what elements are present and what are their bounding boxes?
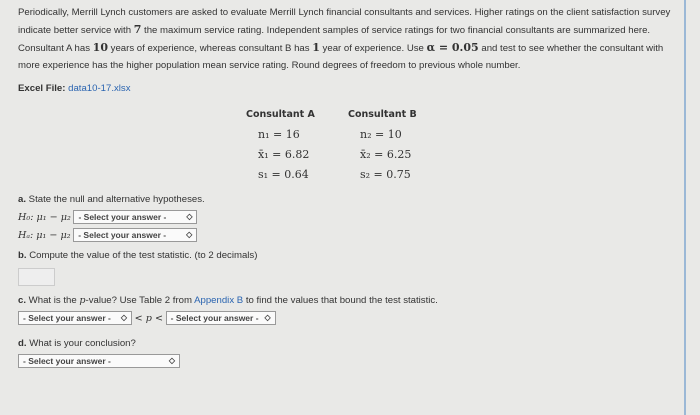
l: d.: [18, 338, 27, 349]
xbar: x̄₂ = 6.25: [360, 148, 412, 161]
xbar: x̄₁ = 6.82: [258, 148, 310, 161]
l: a.: [18, 194, 27, 205]
header: Consultant B: [348, 109, 417, 120]
problem-line: of freedom to previous whole number.: [359, 60, 521, 71]
n: n₁ = 16: [258, 128, 300, 141]
ha-label: Hₐ: μ₁ − μ₂: [18, 230, 71, 241]
problem-line: Periodically, Merrill Lynch customers are asked to evaluate Merrill Lynch financial consultants and services. Higher ratings on the client: [18, 7, 589, 18]
p-lower-select[interactable]: [18, 311, 132, 325]
s: s₁ = 0.64: [258, 168, 309, 181]
t: - Select your answer -: [23, 313, 111, 324]
t: - Select your answer -: [78, 230, 167, 241]
header: Consultant A: [246, 109, 315, 120]
consultant-table: [246, 105, 676, 185]
p-range: < p <: [134, 313, 163, 324]
chevron-updown-icon: ◇: [264, 313, 271, 323]
t: 1: [312, 41, 320, 54]
t: to find the values that bound the test statistic.: [243, 295, 438, 306]
excel-link[interactable]: data10-17.xlsx: [68, 83, 131, 94]
t: year of experience. Use: [319, 43, 424, 54]
chevron-updown-icon: ◇: [168, 356, 175, 366]
question-c: [18, 292, 676, 370]
t: consultants are summarized here. Consultant A has: [18, 25, 651, 54]
chevron-updown-icon: ◇: [120, 313, 127, 323]
t: 7: [133, 23, 142, 36]
p-upper-select[interactable]: [166, 311, 276, 325]
chevron-updown-icon: ◇: [186, 230, 193, 240]
t: and test to see whether the consultant with more experience has the higher population mean service rating. Round degrees: [18, 43, 664, 71]
t: the maximum service rating. Independent samples of service ratings for two financial: [141, 25, 503, 36]
l: b.: [18, 250, 27, 261]
n: n₂ = 10: [360, 128, 402, 141]
s: s₂ = 0.75: [360, 168, 411, 181]
t: - Select your answer -: [170, 313, 259, 324]
question-a: [18, 191, 676, 264]
t: -value? Use Table 2 from: [85, 295, 195, 306]
t: State the null and alternative hypotheses.: [26, 194, 205, 205]
t: What is your conclusion?: [26, 338, 136, 349]
t: Compute the value of the test statistic. (to 2 decimals): [26, 250, 258, 261]
excel-file: [18, 80, 676, 97]
l: c.: [18, 295, 27, 306]
problem-text: [18, 4, 676, 97]
t: - Select your answer -: [78, 212, 167, 223]
t: p: [79, 295, 86, 306]
chevron-updown-icon: ◇: [186, 212, 193, 222]
consultant-a: [246, 105, 314, 185]
question-panel: [10, 0, 686, 415]
t: What is the: [26, 295, 80, 306]
t: years of experience, whereas consultant B has: [107, 43, 313, 54]
consultant-b: [348, 105, 416, 185]
t: 10: [92, 41, 108, 54]
excel-label: Excel File:: [18, 83, 69, 94]
t: - Select your answer -: [23, 356, 111, 367]
alpha: α = 0.05: [426, 41, 479, 54]
appendix-link[interactable]: Appendix B: [194, 295, 244, 306]
h0-label: H₀: μ₁ − μ₂: [18, 212, 71, 223]
conclusion-select[interactable]: [18, 354, 180, 368]
t: satisfaction survey indicate better service with: [18, 7, 671, 36]
test-statistic-input[interactable]: [18, 268, 55, 286]
h0-select[interactable]: [73, 210, 197, 224]
ha-select[interactable]: [73, 228, 197, 242]
